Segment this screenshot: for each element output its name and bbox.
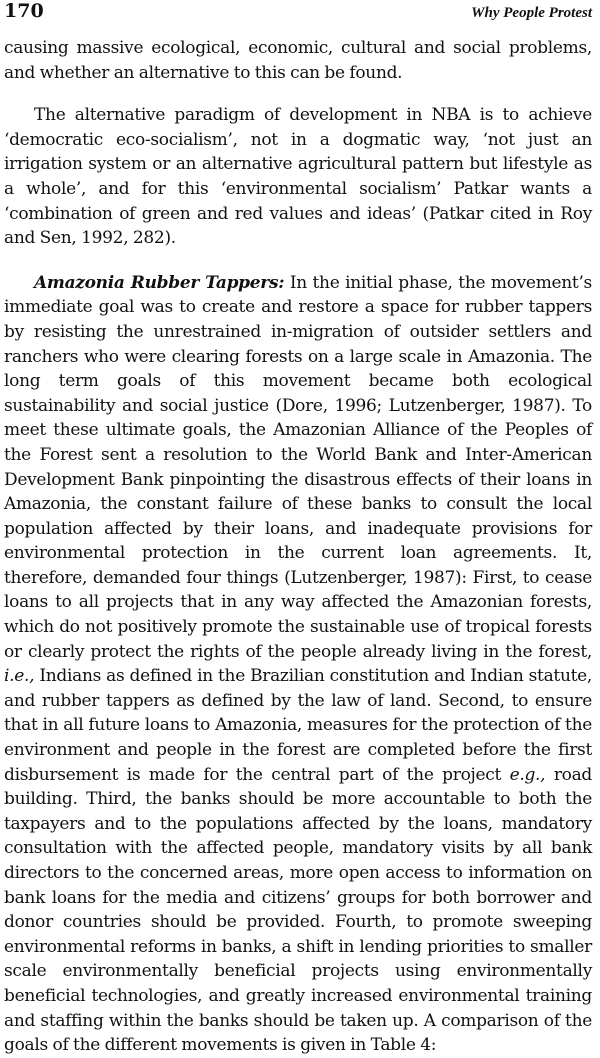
paragraph-nba-paradigm: The alternative paradigm of development in NBA is to achieve ‘democratic eco-socialism’, not in a dogmatic way, ‘not just an irrigation system or an alternative agricultural pattern but lifestyle as a whole’, and for this ‘environmental socialism’ Patkar wants a ‘combination of green and red values and ideas’ (Patkar cited in Roy and Sen, 1992, 282). (4, 105, 592, 249)
running-head: Why People Protest (471, 5, 592, 21)
page-header (4, 0, 592, 30)
paragraph-text-part-3: road building. Third, the banks should be more accountable to both the taxpayers and to the populations affected by the loans, mandatory consultation with the affected people, mandatory visits by all bank directors to the concerned areas, more open access to information on bank loans for the media and citizens’ groups for both borrower and donor countries should be provided. Fourth, to promote sweeping environmental reforms in banks, a shift in lending priorities to smaller scale environmentally beneficial projects using environmentally beneficial technologies, and greatly increased environmental training and staffing within the banks should be taken up. A comparison of the goals of the different movements is given in Table 4: (4, 764, 592, 1056)
section-run-in-heading: Amazonia Rubber Tappers: (34, 272, 285, 293)
abbreviation-ie: i.e., (4, 666, 35, 687)
paragraph-text-part-1: In the initial phase, the movement’s immediate goal was to create and restore a space for rubber tappers by resisting the unrestrained in-migration of outsider settlers and ranchers who were clearing forests on a large scale in Amazonia. The long term goals of this movement became both ecological sustainability and social justice (Dore, 1996; Lutzenberger, 1987). To meet these ultimate goals, the Amazonian Alliance of the Peoples of the Forest sent a resolution to the World Bank and Inter-American Development Bank pinpointing the disastrous effects of their loans in Amazonia, the constant failure of these banks to consult the local population affected by their loans, and inadequate provisions for environmental protection in the current loan agreements. It, therefore, demanded four things (Lutzenberger, 1987): First, to cease loans to all projects that in any way affected the Amazonian forests, which do not positively promote the sustainable use of tropical forests or clearly protect the rights of the people already living in the forest, (4, 272, 592, 662)
page-number: 170 (4, 0, 44, 22)
paragraph-amazonia (4, 271, 592, 1058)
paragraph-text-part-2: Indians as defined in the Brazilian constitution and Indian statute, and rubber tappers as defined by the law of land. Second, to ensure that in all future loans to Amazonia, measures for the protection of the environment and people in the forest are completed before the first disbursement is made for the central part of the project (4, 666, 592, 785)
paragraph-continuation: causing massive ecological, economic, cultural and social problems, and whether an alternative to this can be found. (4, 38, 592, 83)
abbreviation-eg: e.g., (509, 764, 546, 785)
